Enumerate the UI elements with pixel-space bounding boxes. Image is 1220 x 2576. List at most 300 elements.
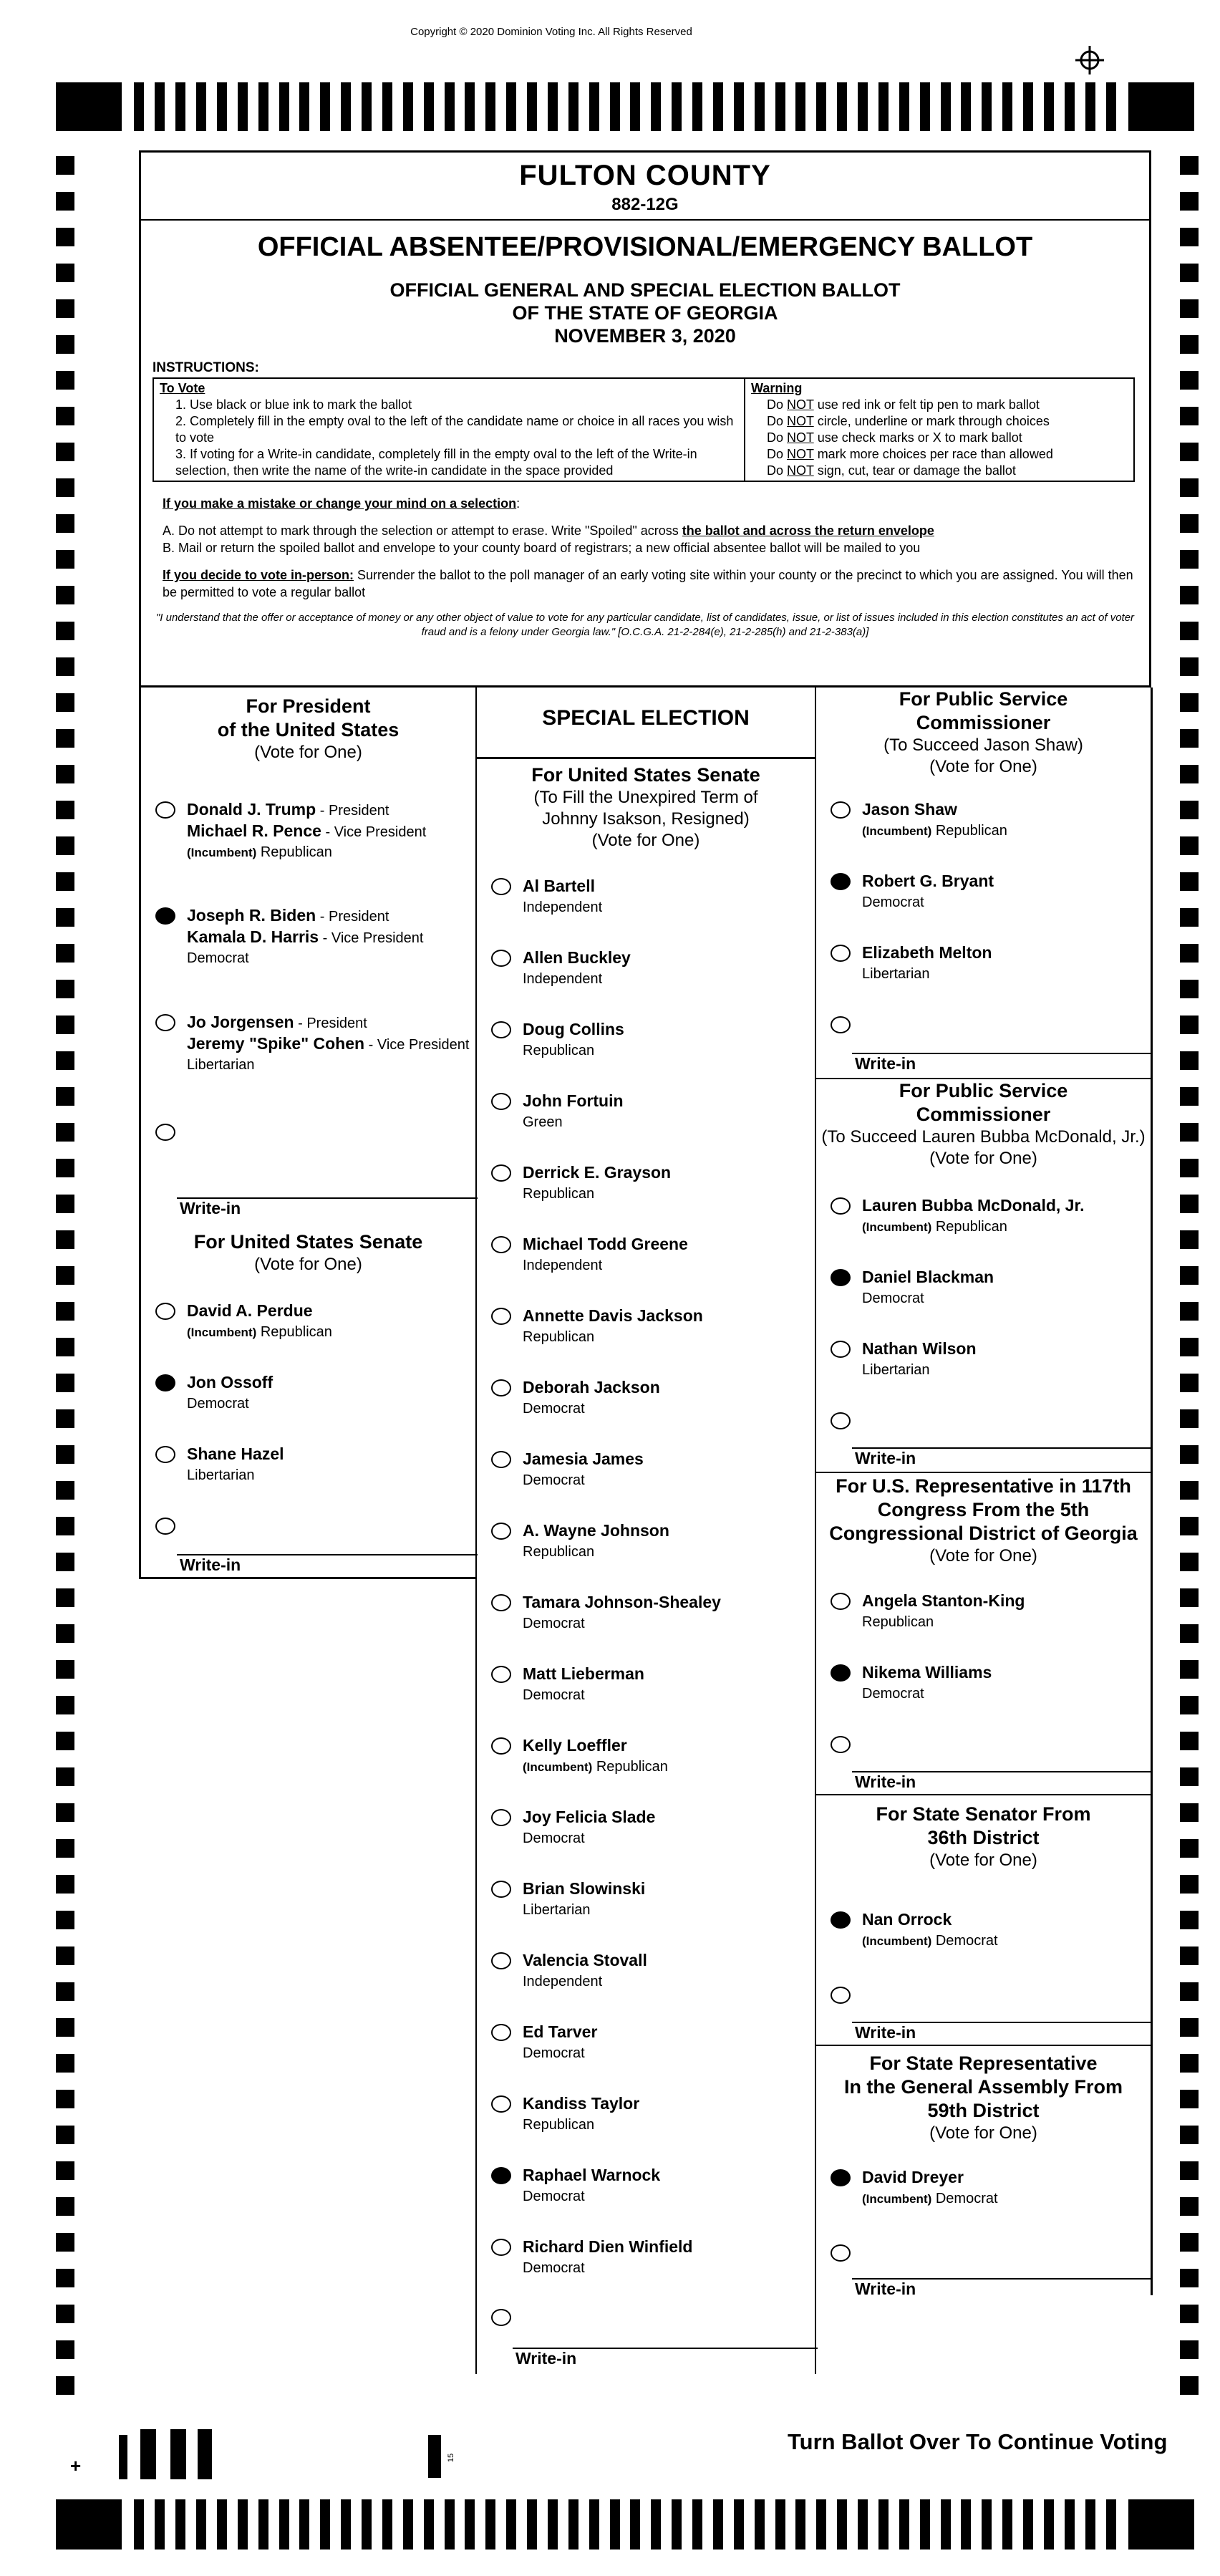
timing-mark <box>1044 82 1054 131</box>
timing-mark <box>56 944 74 963</box>
timing-mark <box>56 1159 74 1177</box>
race-subtitle: (To Succeed Jason Shaw) <box>883 735 1083 755</box>
timing-mark <box>941 2499 951 2550</box>
ballot-oval[interactable] <box>831 801 851 819</box>
candidate-party: Democrat <box>523 2045 585 2061</box>
timing-mark <box>56 872 74 891</box>
timing-mark <box>56 908 74 927</box>
timing-mark <box>1180 192 1199 211</box>
vote-for-one: (Vote for One) <box>929 2123 1037 2143</box>
candidate-name: Al Bartell <box>523 877 595 895</box>
timing-mark <box>878 82 889 131</box>
timing-mark <box>56 1409 74 1428</box>
ballot-oval[interactable] <box>831 2244 851 2262</box>
timing-mark <box>362 82 372 131</box>
timing-mark <box>279 82 289 131</box>
timing-mark <box>56 2090 74 2108</box>
timing-mark <box>56 1624 74 1643</box>
timing-mark <box>1180 1839 1199 1858</box>
timing-mark <box>1180 1266 1199 1285</box>
writein-label: Write-in <box>855 1772 916 1791</box>
timing-mark <box>1180 550 1199 569</box>
timing-mark <box>56 980 74 998</box>
ballot-oval-filled[interactable] <box>491 2167 511 2184</box>
timing-mark <box>485 82 495 131</box>
instructions-box <box>152 377 1135 482</box>
bottom-mid-mark <box>428 2435 441 2478</box>
timing-mark <box>299 2499 309 2550</box>
timing-mark <box>1180 1123 1199 1142</box>
timing-mark <box>1180 2161 1199 2180</box>
candidate-name: Richard Dien Winfield <box>523 2237 693 2256</box>
timing-mark <box>795 2499 805 2550</box>
race-special-senate <box>475 688 816 2374</box>
candidate-party: Democrat <box>523 1830 585 1846</box>
timing-mark <box>734 2499 744 2550</box>
timing-mark <box>1180 2376 1199 2395</box>
ballot-oval[interactable] <box>491 2024 511 2041</box>
timing-block <box>1128 82 1194 131</box>
timing-mark <box>1180 264 1199 282</box>
candidate-name: Deborah Jackson <box>523 1378 660 1396</box>
ballot-oval[interactable] <box>831 1412 851 1429</box>
timing-mark <box>134 82 144 131</box>
race-state-senate-36: For State Senator From 36th District (Vote for One) Nan Orrock (Incumbent) Democrat Write-in <box>816 1794 1151 2046</box>
candidate-party: Independent <box>523 899 603 915</box>
ballot-oval[interactable] <box>831 1736 851 1753</box>
timing-mark <box>1180 299 1199 318</box>
timing-mark <box>238 2499 248 2550</box>
vote-for-one: (Vote for One) <box>929 1851 1037 1870</box>
candidate-party: Republican <box>523 2117 595 2133</box>
timing-mark <box>56 1588 74 1607</box>
ballot-oval[interactable] <box>155 1014 175 1031</box>
timing-mark <box>56 657 74 676</box>
timing-mark <box>56 264 74 282</box>
timing-mark <box>1180 1875 1199 1894</box>
timing-mark <box>1180 2197 1199 2216</box>
candidate-party: Green <box>523 1114 563 1130</box>
timing-mark <box>445 82 455 131</box>
warning-item: Do NOT sign, cut, tear or damage the ballot <box>767 463 1016 478</box>
timing-mark <box>56 836 74 855</box>
timing-mark <box>56 1302 74 1321</box>
ballot-oval[interactable] <box>491 1308 511 1325</box>
timing-mark <box>56 1875 74 1894</box>
timing-mark <box>56 1732 74 1750</box>
ballot-oval[interactable] <box>491 1666 511 1683</box>
timing-mark <box>56 2376 74 2395</box>
county-name: FULTON COUNTY <box>519 160 771 191</box>
timing-mark <box>56 1696 74 1714</box>
candidate-party: Democrat <box>523 2260 585 2276</box>
writein-label: Write-in <box>855 1449 916 1467</box>
timing-mark <box>1106 2499 1116 2550</box>
timing-mark <box>1180 228 1199 246</box>
timing-mark <box>651 2499 661 2550</box>
timing-mark <box>775 2499 785 2550</box>
timing-mark <box>1180 872 1199 891</box>
ballot-oval[interactable] <box>491 1881 511 1898</box>
ballot-oval[interactable] <box>491 1451 511 1468</box>
timing-mark <box>56 1374 74 1392</box>
ballot-oval-filled[interactable] <box>155 907 175 925</box>
ballot-oval[interactable] <box>155 1518 175 1535</box>
timing-mark <box>56 1553 74 1571</box>
ballot-oval[interactable] <box>155 1303 175 1320</box>
timing-mark <box>878 2499 889 2550</box>
timing-block <box>56 2499 122 2550</box>
timing-mark <box>1180 1517 1199 1535</box>
timing-mark <box>56 1481 74 1500</box>
candidate-name: Matt Lieberman <box>523 1664 644 1683</box>
to-vote-heading: To Vote <box>160 381 205 395</box>
race-title: For State Senator From <box>876 1803 1091 1825</box>
timing-mark <box>1180 944 1199 963</box>
race-title-line2: Commissioner <box>916 712 1051 733</box>
timing-mark <box>56 550 74 569</box>
timing-mark <box>424 82 434 131</box>
timing-mark <box>341 82 351 131</box>
candidate-name: Kelly Loeffler <box>523 1736 627 1755</box>
turn-ballot-over-text: Turn Ballot Over To Continue Voting <box>788 2429 1168 2454</box>
timing-mark <box>1180 657 1199 676</box>
candidate-name: Ed Tarver <box>523 2022 598 2041</box>
race-subtitle: (To Succeed Lauren Bubba McDonald, Jr.) <box>821 1127 1146 1147</box>
timing-mark <box>982 2499 992 2550</box>
fraud-statement: "I understand that the offer or acceptance of money or any other object of value to vote for any particular candidate, list of candidates, issue, or list of issues included in this election constitutes an act of voter fraud and is a felony under Georgia law." [O.C.G.A. 21-2-284(e), 21-2-285(h) and 21-2-383(a)] <box>155 612 1135 638</box>
timing-mark <box>1180 801 1199 819</box>
race-title-line2: Congress From the 5th <box>877 1499 1090 1520</box>
timing-mark <box>1180 1911 1199 1929</box>
timing-mark <box>1180 1660 1199 1679</box>
timing-mark <box>56 407 74 425</box>
timing-mark <box>837 2499 847 2550</box>
race-president: For President of the United States (Vote for One) Donald J. Trump - President Michael R. Pence - Vice President (Incumbent) Republican Joseph R. Biden - President Kamala D. Harris - Vice President Democrat Jo Jorgensen - President Jeremy "Spike" Cohen - Vice President Libertarian Write-in <box>139 688 475 1579</box>
vote-for-one: (Vote for One) <box>254 743 362 762</box>
timing-mark <box>734 82 744 131</box>
race-title: For President <box>246 695 371 717</box>
timing-mark <box>299 82 309 131</box>
timing-mark <box>56 2018 74 2037</box>
timing-mark <box>899 82 909 131</box>
vote-for-one: (Vote for One) <box>929 1546 1037 1566</box>
election-date: NOVEMBER 3, 2020 <box>554 325 736 347</box>
timing-mark <box>920 82 930 131</box>
warning-item: Do NOT use red ink or felt tip pen to mark ballot <box>767 397 1040 412</box>
timing-mark <box>713 2499 723 2550</box>
timing-mark <box>424 2499 434 2550</box>
ballot-title: OFFICIAL ABSENTEE/PROVISIONAL/EMERGENCY BALLOT <box>257 232 1033 262</box>
timing-mark <box>1180 908 1199 927</box>
right-timing-marks <box>1180 156 1199 2412</box>
timing-mark <box>56 2161 74 2180</box>
ballot-subtitle-state: OF THE STATE OF GEORGIA <box>512 302 778 324</box>
timing-mark <box>755 2499 765 2550</box>
timing-mark <box>175 2499 185 2550</box>
timing-mark <box>403 2499 413 2550</box>
timing-mark <box>858 82 868 131</box>
timing-mark <box>1180 443 1199 461</box>
instruction-3: 3. If voting for a Write-in candidate, completely fill in the empty oval to the left of the Write-in selection, then write the name of the write-in candidate in the space provided <box>175 447 697 478</box>
timing-mark <box>858 2499 868 2550</box>
ballot-oval-filled[interactable] <box>831 873 851 890</box>
ballot-oval[interactable] <box>491 1379 511 1396</box>
timing-mark <box>56 1051 74 1070</box>
ballot-oval[interactable] <box>831 1197 851 1215</box>
ballot-oval[interactable] <box>491 2095 511 2113</box>
ballot-oval[interactable] <box>491 1809 511 1826</box>
warning-item: Do NOT use check marks or X to mark ballot <box>767 430 1022 445</box>
candidate-party: Libertarian <box>523 1902 591 1918</box>
timing-mark <box>56 2054 74 2073</box>
top-timing-marks <box>56 82 1194 131</box>
bottom-left-marks <box>119 2429 212 2479</box>
timing-mark <box>1180 765 1199 783</box>
ballot-code: 882-12G <box>611 195 679 214</box>
race-us-house-5th: For U.S. Representative in 117th Congress From the 5th Congressional District of Georgia (Vote for One) Angela Stanton-King Republican Nikema Williams Democrat Write-in <box>816 1472 1151 1795</box>
timing-mark <box>56 1839 74 1858</box>
in-person-instruction: If you decide to vote in-person: Surrender the ballot to the poll manager of an early voting site within your county or the precinct to which you are assigned. You will then be permitted to vote a regular ballot <box>163 568 1133 599</box>
timing-mark <box>589 2499 599 2550</box>
timing-mark <box>527 82 537 131</box>
timing-mark <box>56 443 74 461</box>
candidate-name: Kandiss Taylor <box>523 2094 640 2113</box>
timing-mark <box>713 82 723 131</box>
timing-mark <box>775 82 785 131</box>
writein-label: Write-in <box>855 1054 916 1073</box>
timing-mark <box>1023 2499 1033 2550</box>
ballot-oval[interactable] <box>155 801 175 819</box>
special-election-banner: SPECIAL ELECTION <box>477 688 815 759</box>
race-title: For State Representative <box>869 2052 1098 2074</box>
timing-mark <box>1180 2305 1199 2323</box>
race-psc-mcdonald: For Public Service Commissioner (To Succeed Lauren Bubba McDonald, Jr.) (Vote for One) Lauren Bubba McDonald, Jr. (Incumbent) Republican Daniel Blackman Democrat Nathan Wilson Libertarian Write-in <box>816 1078 1151 1473</box>
timing-mark <box>485 2499 495 2550</box>
ballot-oval[interactable] <box>491 950 511 967</box>
timing-mark <box>320 2499 330 2550</box>
timing-mark <box>175 82 185 131</box>
candidate-party: (Incumbent) Republican <box>523 1759 668 1775</box>
timing-mark <box>1180 1732 1199 1750</box>
ballot-oval[interactable] <box>491 1737 511 1755</box>
timing-mark <box>382 2499 392 2550</box>
timing-mark <box>961 2499 971 2550</box>
warning-heading: Warning <box>751 381 803 395</box>
timing-mark <box>589 82 599 131</box>
timing-mark <box>56 1266 74 1285</box>
ballot-oval[interactable] <box>491 1523 511 1540</box>
ballot-oval[interactable] <box>831 1341 851 1358</box>
timing-mark <box>56 1947 74 1965</box>
vote-for-one: (Vote for One) <box>591 831 700 850</box>
timing-mark <box>56 1660 74 1679</box>
candidate-party: Democrat <box>523 1472 585 1488</box>
instructions-label: INSTRUCTIONS: <box>152 360 259 375</box>
timing-mark <box>1180 1016 1199 1034</box>
timing-mark <box>1085 82 1095 131</box>
timing-mark <box>1180 1087 1199 1106</box>
timing-mark <box>1180 980 1199 998</box>
timing-mark <box>1085 2499 1095 2550</box>
candidate-name: A. Wayne Johnson <box>523 1521 669 1540</box>
candidate-party: Republican <box>523 1329 595 1345</box>
timing-mark <box>1180 1051 1199 1070</box>
ballot-oval-filled[interactable] <box>831 2169 851 2186</box>
timing-mark <box>1180 586 1199 604</box>
race-title-line3: 59th District <box>927 2100 1040 2121</box>
ballot-oval[interactable] <box>491 1021 511 1038</box>
ballot-oval[interactable] <box>491 1164 511 1182</box>
sheet-number: 15 <box>447 2453 456 2463</box>
race-title: For United States Senate <box>193 1231 423 1253</box>
plus-mark: + <box>70 2455 82 2476</box>
ballot-oval[interactable] <box>155 1124 175 1141</box>
timing-mark <box>1180 478 1199 497</box>
candidate-name: Michael Todd Greene <box>523 1235 688 1253</box>
vote-for-one: (Vote for One) <box>929 757 1037 776</box>
timing-mark <box>1180 2269 1199 2287</box>
race-title: For Public Service <box>899 1080 1068 1101</box>
timing-mark <box>755 82 765 131</box>
timing-mark <box>651 82 661 131</box>
timing-mark <box>196 82 206 131</box>
timing-mark <box>961 82 971 131</box>
timing-mark <box>1180 2090 1199 2108</box>
timing-mark <box>1023 82 1033 131</box>
ballot-oval-filled[interactable] <box>831 1911 851 1929</box>
timing-mark <box>56 335 74 354</box>
timing-mark <box>56 2126 74 2144</box>
timing-mark <box>56 1087 74 1106</box>
race-title-line2: 36th District <box>927 1827 1040 1848</box>
timing-mark <box>1180 1409 1199 1428</box>
timing-mark <box>56 1982 74 2001</box>
candidate-name: Joy Felicia Slade <box>523 1808 656 1826</box>
race-title-line2: of the United States <box>217 719 400 741</box>
candidate-party: Democrat <box>523 1401 585 1417</box>
ballot-oval[interactable] <box>491 1594 511 1611</box>
timing-mark <box>465 2499 475 2550</box>
ballot-oval[interactable] <box>491 1952 511 1969</box>
ballot-oval[interactable] <box>491 2309 511 2326</box>
instruction-1: 1. Use black or blue ink to mark the ballot <box>175 397 412 412</box>
ballot-subtitle: OFFICIAL GENERAL AND SPECIAL ELECTION BALLOT <box>389 279 901 301</box>
race-title: For Public Service <box>899 688 1068 710</box>
ballot-oval-filled[interactable] <box>831 1269 851 1286</box>
timing-mark <box>155 82 165 131</box>
ballot-oval[interactable] <box>831 1987 851 2004</box>
timing-mark <box>56 801 74 819</box>
timing-mark <box>816 2499 826 2550</box>
ballot-oval-filled[interactable] <box>831 1664 851 1682</box>
timing-mark <box>56 1517 74 1535</box>
timing-mark <box>1180 836 1199 855</box>
timing-mark <box>134 2499 144 2550</box>
timing-mark <box>320 82 330 131</box>
timing-mark <box>238 82 248 131</box>
timing-mark <box>630 2499 640 2550</box>
timing-mark <box>56 1911 74 1929</box>
candidate-name: Jamesia James <box>523 1449 644 1468</box>
race-title: For United States Senate <box>531 764 760 786</box>
timing-mark <box>56 1123 74 1142</box>
timing-mark <box>217 82 227 131</box>
timing-mark <box>56 478 74 497</box>
timing-mark <box>816 82 826 131</box>
ballot-oval[interactable] <box>831 945 851 962</box>
timing-mark <box>56 1230 74 1249</box>
timing-mark <box>941 82 951 131</box>
timing-mark <box>56 693 74 712</box>
ballot-oval[interactable] <box>491 878 511 895</box>
timing-mark <box>1180 622 1199 640</box>
registration-crosshair-icon <box>1074 44 1105 76</box>
timing-mark <box>610 2499 620 2550</box>
timing-mark <box>1180 1588 1199 1607</box>
timing-block <box>56 82 122 131</box>
ballot-oval[interactable] <box>491 1093 511 1110</box>
candidate-party: Republican <box>523 1544 595 1560</box>
timing-mark <box>56 622 74 640</box>
timing-mark <box>1180 371 1199 390</box>
timing-mark <box>899 2499 909 2550</box>
writein-label: Write-in <box>515 2349 577 2368</box>
timing-mark <box>568 2499 578 2550</box>
ballot-oval[interactable] <box>831 1593 851 1610</box>
timing-mark <box>56 2269 74 2287</box>
timing-mark <box>56 1445 74 1464</box>
timing-mark <box>56 1338 74 1356</box>
timing-mark <box>56 1195 74 1213</box>
race-subtitle-line2: Johnny Isakson, Resigned) <box>542 809 750 829</box>
timing-mark <box>527 2499 537 2550</box>
timing-mark <box>56 228 74 246</box>
timing-mark <box>362 2499 372 2550</box>
timing-mark <box>1180 1767 1199 1786</box>
timing-mark <box>382 82 392 131</box>
ballot-oval[interactable] <box>491 2239 511 2256</box>
race-state-house-59: For State Representative In the General Assembly From 59th District (Vote for One) David Dreyer (Incumbent) Democrat Write-in <box>816 2045 1151 2295</box>
timing-mark <box>1180 1159 1199 1177</box>
timing-mark <box>506 2499 516 2550</box>
timing-mark <box>56 2197 74 2216</box>
timing-mark <box>258 82 268 131</box>
timing-mark <box>403 82 413 131</box>
left-timing-marks <box>56 156 74 2412</box>
timing-mark <box>196 2499 206 2550</box>
timing-mark <box>56 1016 74 1034</box>
timing-mark <box>1180 1302 1199 1321</box>
candidate-name: Brian Slowinski <box>523 1879 646 1898</box>
ballot-oval[interactable] <box>831 1016 851 1033</box>
candidate-party: Democrat <box>523 2189 585 2204</box>
timing-mark <box>610 82 620 131</box>
timing-block <box>1128 2499 1194 2550</box>
candidate-party: Republican <box>523 1186 595 1202</box>
warning-item: Do NOT mark more choices per race than allowed <box>767 447 1053 461</box>
timing-mark <box>920 2499 930 2550</box>
timing-mark <box>1180 1982 1199 2001</box>
ballot-oval[interactable] <box>491 1236 511 1253</box>
warning-item: Do NOT circle, underline or mark through choices <box>767 414 1050 428</box>
ballot-oval-filled[interactable] <box>155 1374 175 1391</box>
candidate-name: John Fortuin <box>523 1091 624 1110</box>
timing-mark <box>982 82 992 131</box>
mistake-instruction-a: A. Do not attempt to mark through the selection or attempt to erase. Write "Spoiled" across the ballot and across the return envelope <box>163 524 934 538</box>
timing-mark <box>56 371 74 390</box>
ballot-oval[interactable] <box>155 1446 175 1463</box>
